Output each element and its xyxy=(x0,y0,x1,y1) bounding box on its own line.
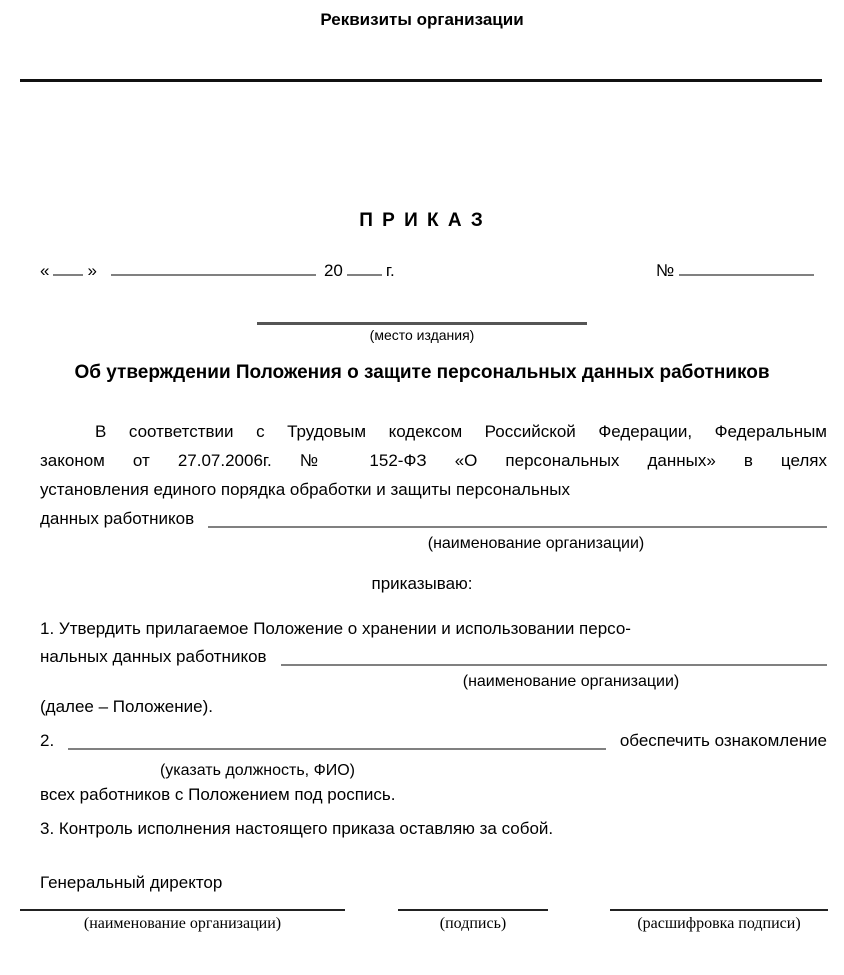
preamble-line-1: В соответствии с Трудовым кодексом Российской Федерации, Федеральным xyxy=(95,422,827,441)
signature-row xyxy=(20,909,844,933)
organization-name-caption-2: (наименование организации) xyxy=(462,673,680,690)
header-divider-rule xyxy=(20,79,822,82)
organization-signature-blank xyxy=(20,909,345,911)
signature-column-transcript xyxy=(610,909,828,933)
order-number-group xyxy=(656,256,814,281)
organization-name-blank-2 xyxy=(281,664,827,666)
item-2-number: 2. xyxy=(40,731,55,750)
item-1-tail: (далее – Положение). xyxy=(40,697,213,716)
order-item-1 xyxy=(40,615,827,721)
signature-transcript-blank xyxy=(610,909,828,911)
signature-transcript-caption: (расшифровка подписи) xyxy=(637,915,801,932)
date-open-quote: « xyxy=(40,260,50,280)
order-item-3: 3. Контроль исполнения настоящего приказа оставляю за собой. xyxy=(40,819,554,838)
organization-name-caption-1: (наименование организации) xyxy=(427,535,645,552)
date-and-number-row xyxy=(40,256,828,284)
preamble-paragraph xyxy=(40,417,827,555)
item-2-line-2: всех работников с Положением под роспись. xyxy=(40,785,396,804)
order-subject-heading: Об утверждении Положения о защите персональных данных работников xyxy=(74,362,770,383)
signature-blank xyxy=(398,909,548,911)
order-item-2-row xyxy=(40,727,827,755)
signature-column-signature xyxy=(398,909,548,933)
order-number-blank xyxy=(679,256,814,276)
item-1-line-2-row xyxy=(40,643,827,671)
position-name-blank xyxy=(68,748,606,750)
preamble-line-3: установления единого порядка обработки и защиты персональных xyxy=(40,480,570,499)
place-of-issue-caption: (место издания) xyxy=(369,327,475,343)
order-title: П Р И К А З xyxy=(359,210,485,231)
preamble-line-4-row xyxy=(40,504,827,533)
signer-position: Генеральный директор xyxy=(40,873,223,892)
signature-column-organization xyxy=(20,909,345,933)
preamble-line-2: законом от 27.07.2006г. № 152-ФЗ «О персональных данных» в целях xyxy=(40,451,827,470)
date-month-blank xyxy=(111,256,316,276)
resolution-word: приказываю: xyxy=(371,574,473,593)
date-year-blank xyxy=(347,256,382,276)
signature-caption: (подпись) xyxy=(439,915,507,932)
item-1-line-1: 1. Утвердить прилагаемое Положение о хранении и использовании персо- xyxy=(40,619,631,638)
date-year-suffix: г. xyxy=(385,260,395,280)
preamble-line-4: данных работников xyxy=(40,509,195,528)
organization-requisites-title: Реквизиты организации xyxy=(320,10,524,29)
item-2-suffix: обеспечить ознакомление xyxy=(619,731,827,750)
organization-name-blank-1 xyxy=(208,526,827,528)
position-name-caption: (указать должность, ФИО) xyxy=(159,762,356,779)
place-of-issue-blank xyxy=(257,322,587,325)
date-century: 20 xyxy=(323,260,343,280)
place-of-issue-block xyxy=(0,322,844,343)
number-label: № xyxy=(656,260,675,280)
organization-signature-caption: (наименование организации) xyxy=(83,915,282,932)
date-day-blank xyxy=(53,256,83,276)
date-close-quote: » xyxy=(87,260,97,280)
item-1-line-2: нальных данных работников xyxy=(40,647,267,666)
